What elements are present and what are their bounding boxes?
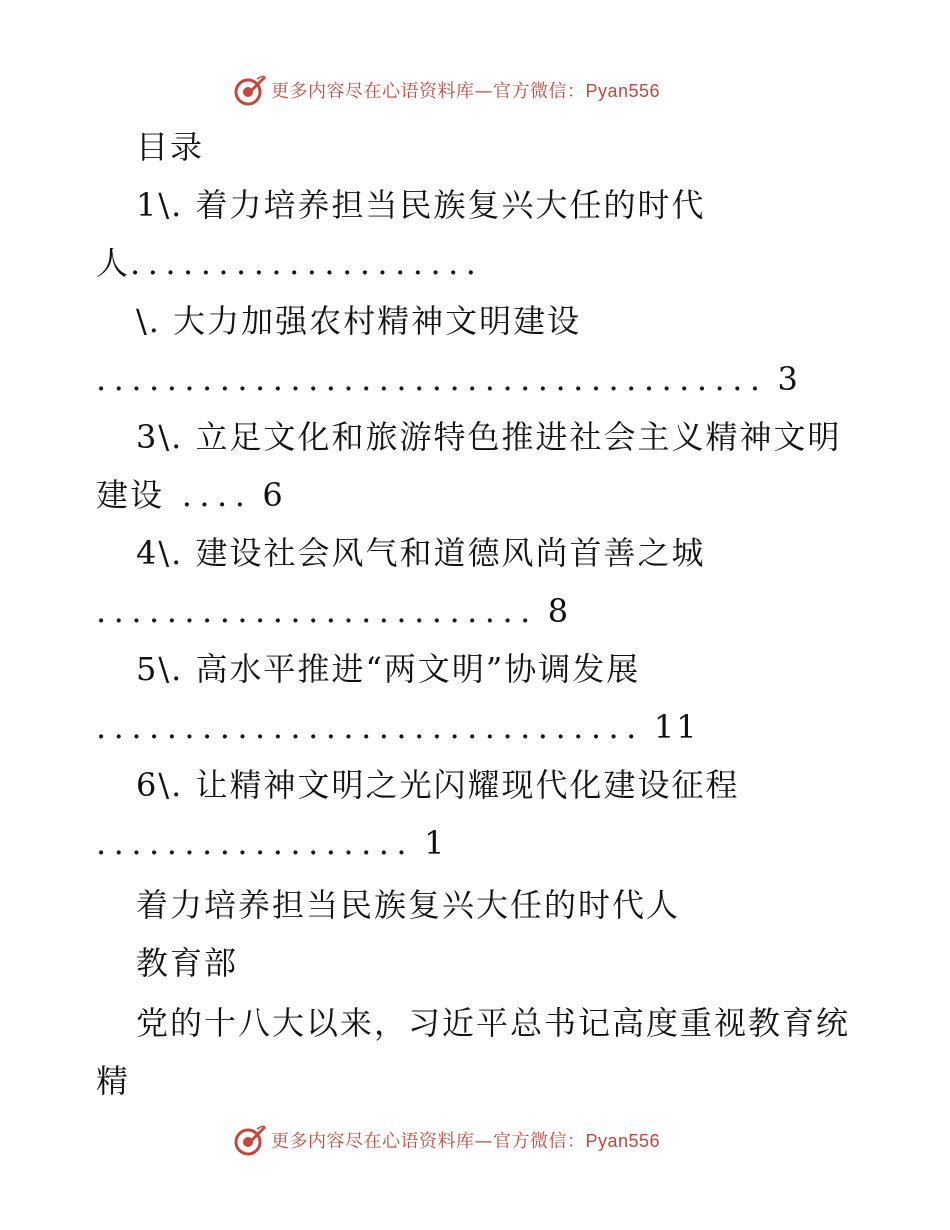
toc-item-6-cont: [0, 814, 950, 872]
toc-item-6-lead: 6\. 让精神文明之光闪耀现代化建设征程: [136, 766, 740, 804]
article-body-line-1: 党的十八大以来，习近平总书记高度重视教育统: [136, 1004, 851, 1042]
toc-item-3-tail: 建设: [96, 476, 165, 514]
quill-seal-icon: [233, 73, 267, 107]
toc-item-3-lead: 3\. 立足文化和旅游特色推进社会主义精神文明: [136, 418, 842, 456]
toc-item-5-leader: ...............................: [96, 708, 644, 746]
watermark-text: 更多内容尽在心语资料库—官方微信：Pyan556: [271, 1131, 661, 1152]
toc-item-6-leader: ..................: [96, 824, 415, 862]
toc-item-4-page: 8: [547, 592, 571, 630]
toc-item-6-page: 1: [424, 824, 447, 862]
toc-item-2-cont: [0, 350, 950, 408]
toc-item-5-lead: 5\. 高水平推进“两文明”协调发展: [136, 650, 641, 688]
article-title: 着力培养担当民族复兴大任的时代人: [136, 886, 681, 924]
footer-watermark: [233, 1122, 660, 1158]
toc-item-4-leader: .........................: [96, 592, 538, 630]
toc-item-3-cont: [0, 466, 950, 524]
toc-item-2-lead: \. 大力加强农村精神文明建设: [136, 302, 582, 340]
toc-item-5-cont: [0, 698, 950, 756]
toc-item-1-tail: 人: [96, 244, 131, 282]
quill-seal-icon: [233, 1123, 267, 1157]
toc-item-3-leader: ....: [164, 476, 253, 514]
toc-item-4-lead: 4\. 建设社会风气和道德风尚首善之城: [136, 534, 706, 572]
toc-item-2-leader: ......................................: [96, 360, 768, 398]
toc-item-4-cont: [0, 582, 950, 640]
toc-item-1-cont: [0, 234, 950, 292]
watermark-text: 更多内容尽在心语资料库—官方微信：Pyan556: [271, 81, 661, 102]
toc-item-3-page: 6: [262, 476, 285, 514]
article-body-line-2: 精: [96, 1062, 131, 1100]
toc-heading: 目录: [136, 128, 205, 166]
header-watermark: [233, 72, 660, 108]
article-author: 教育部: [136, 944, 239, 982]
toc-item-1-leader: ....................: [130, 244, 484, 282]
toc-item-1-lead: 1\. 着力培养担当民族复兴大任的时代: [136, 186, 706, 224]
toc-item-2-page: 3: [777, 360, 800, 398]
toc-item-5-page: 11: [653, 708, 699, 746]
